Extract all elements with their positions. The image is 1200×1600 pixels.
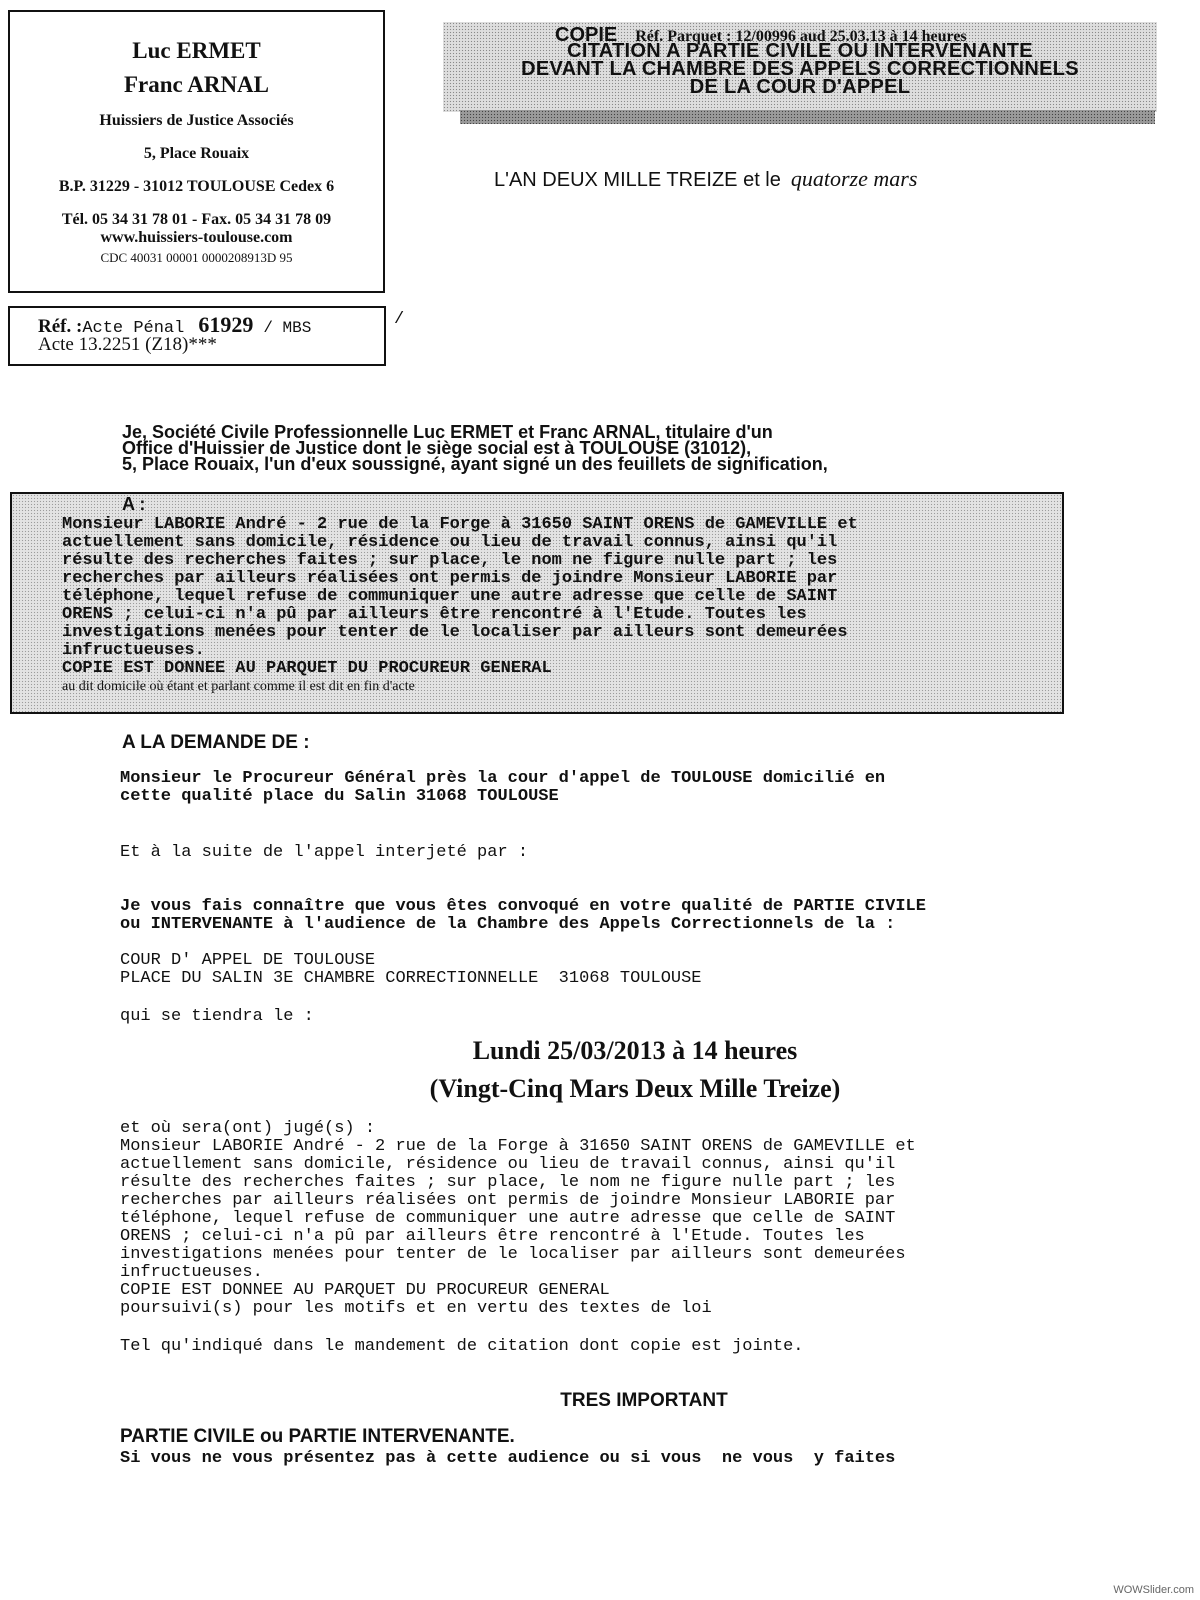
demand-line: cette qualité place du Salin 31068 TOULOUSE	[120, 787, 559, 806]
firm-address: 5, Place Rouaix	[143, 145, 250, 162]
judged-line: et où sera(ont) jugé(s) :	[120, 1119, 376, 1138]
judged-text	[120, 1120, 916, 1318]
convocation-line: ou INTERVENANTE à l'audience de la Chambre des Appels Correctionnels de la :	[120, 915, 896, 934]
recipient-line: COPIE EST DONNEE AU PARQUET DU PROCUREUR GENERAL	[62, 659, 552, 678]
firm-name-1: Luc ERMET	[132, 38, 261, 63]
recipient-note: au dit domicile où étant et parlant comme il est dit en fin d'acte	[62, 679, 415, 694]
judged-line: résulte des recherches faites ; sur place, le nom ne figure nulle part ; les	[120, 1173, 896, 1192]
intro-line: 5, Place Rouaix, l'un d'eux soussigné, ayant signé un des feuillets de signification,	[122, 454, 828, 474]
firm-cdc: CDC 40031 00001 0000208913D 95	[100, 250, 293, 265]
convocation-line: Je vous fais connaître que vous êtes convoqué en votre qualité de PARTIE CIVILE	[120, 897, 926, 916]
recipient-line: Monsieur LABORIE André - 2 rue de la Forge à 31650 SAINT ORENS de GAMEVILLE et	[62, 515, 858, 534]
hearing-date-words: (Vingt-Cinq Mars Deux Mille Treize)	[429, 1074, 841, 1103]
judged-line: actuellement sans domicile, résidence ou lieu de travail connus, ainsi qu'il	[120, 1155, 896, 1174]
title-underbar	[460, 110, 1155, 124]
judged-line: COPIE EST DONNEE AU PARQUET DU PROCUREUR GENERAL	[120, 1281, 610, 1300]
title-line-2: DEVANT LA CHAMBRE DES APPELS CORRECTIONNELS	[521, 58, 1079, 80]
recipient-line: actuellement sans domicile, résidence ou lieu de travail connus, ainsi qu'il	[62, 533, 838, 552]
firm-name-2: Franc ARNAL	[123, 72, 270, 97]
reference-label: Réf. :	[38, 316, 83, 337]
reference-number: 61929	[198, 312, 254, 337]
reference-box	[8, 306, 386, 366]
hearing-date: Lundi 25/03/2013 à 14 heures	[472, 1036, 798, 1065]
watermark-text: WOWSlider.com	[1113, 1584, 1194, 1596]
court-line: PLACE DU SALIN 3E CHAMBRE CORRECTIONNELLE 31068 TOULOUSE	[120, 969, 702, 988]
important-subheading: PARTIE CIVILE ou PARTIE INTERVENANTE.	[120, 1426, 515, 1447]
judged-line: poursuivi(s) pour les motifs et en vertu des textes de loi	[120, 1299, 712, 1318]
recipient-line: téléphone, lequel refuse de communiquer une autre adresse que celle de SAINT	[62, 587, 838, 606]
appeal-line: Et à la suite de l'appel interjeté par :	[120, 843, 529, 862]
demand-heading: A LA DEMANDE DE :	[122, 732, 310, 753]
reference-type: Acte Pénal	[82, 319, 185, 338]
date-printed: L'AN DEUX MILLE TREIZE et le	[494, 169, 781, 191]
firm-website: www.huissiers-toulouse.com	[100, 229, 293, 246]
date-line	[494, 166, 917, 192]
firm-phone: Tél. 05 34 31 78 01 - Fax. 05 34 31 78 09	[61, 211, 332, 228]
judged-line: infructueuses.	[120, 1263, 263, 1282]
title-line-3: DE LA COUR D'APPEL	[689, 76, 911, 98]
citation-title-box	[443, 22, 1157, 112]
court-address	[120, 952, 702, 988]
recipient-line: recherches par ailleurs réalisées ont permis de joindre Monsieur LABORIE par	[62, 569, 838, 588]
court-line: COUR D' APPEL DE TOULOUSE	[120, 951, 376, 970]
recipient-line: ORENS ; celui-ci n'a pû par ailleurs être rencontré à l'Etude. Toutes les	[62, 605, 807, 624]
date-handwritten: quatorze mars	[790, 166, 918, 191]
held-line: qui se tiendra le :	[120, 1007, 314, 1026]
firm-header-box	[8, 10, 385, 293]
reference-slash: /	[394, 310, 405, 329]
reference-acte: Acte 13.2251 (Z18)***	[38, 334, 217, 355]
intro-line: Office d'Huissier de Justice dont le siège social est à TOULOUSE (31012),	[122, 438, 752, 458]
intro-paragraph	[122, 424, 828, 472]
demand-text	[120, 770, 885, 806]
recipient-label: A :	[122, 494, 146, 514]
judged-line: Monsieur LABORIE André - 2 rue de la Forge à 31650 SAINT ORENS de GAMEVILLE et	[120, 1137, 916, 1156]
judged-line: ORENS ; celui-ci n'a pû par ailleurs être rencontré à l'Etude. Toutes les	[120, 1227, 865, 1246]
parquet-reference: Réf. Parquet : 12/00996 aud 25.03.13 à 14 heures	[635, 28, 967, 45]
intro-line: Je, Société Civile Professionnelle Luc ERMET et Franc ARNAL, titulaire d'un	[122, 422, 773, 442]
reference-initials: / MBS	[263, 319, 312, 337]
mandement-line: Tel qu'indiqué dans le mandement de citation dont copie est jointe.	[120, 1337, 804, 1356]
copie-label: COPIE	[555, 24, 618, 46]
judged-line: téléphone, lequel refuse de communiquer une autre adresse que celle de SAINT	[120, 1209, 896, 1228]
firm-subtitle: Huissiers de Justice Associés	[99, 112, 294, 129]
firm-postal: B.P. 31229 - 31012 TOULOUSE Cedex 6	[58, 178, 335, 195]
important-text: Si vous ne vous présentez pas à cette audience ou si vous ne vous y faites	[120, 1449, 896, 1468]
convocation-text	[120, 898, 926, 934]
judged-line: recherches par ailleurs réalisées ont permis de joindre Monsieur LABORIE par	[120, 1191, 896, 1210]
recipient-line: investigations menées pour tenter de le localiser par ailleurs sont demeurées	[62, 623, 848, 642]
title-line-1: CITATION A PARTIE CIVILE OU INTERVENANTE	[567, 40, 1033, 62]
demand-line: Monsieur le Procureur Général près la cour d'appel de TOULOUSE domicilié en	[120, 769, 886, 788]
recipient-box	[10, 492, 1064, 714]
important-heading: TRES IMPORTANT	[560, 1390, 728, 1411]
judged-line: investigations menées pour tenter de le localiser par ailleurs sont demeurées	[120, 1245, 906, 1264]
recipient-line: résulte des recherches faites ; sur place, le nom ne figure nulle part ; les	[62, 551, 838, 570]
recipient-line: infructueuses.	[62, 641, 205, 660]
